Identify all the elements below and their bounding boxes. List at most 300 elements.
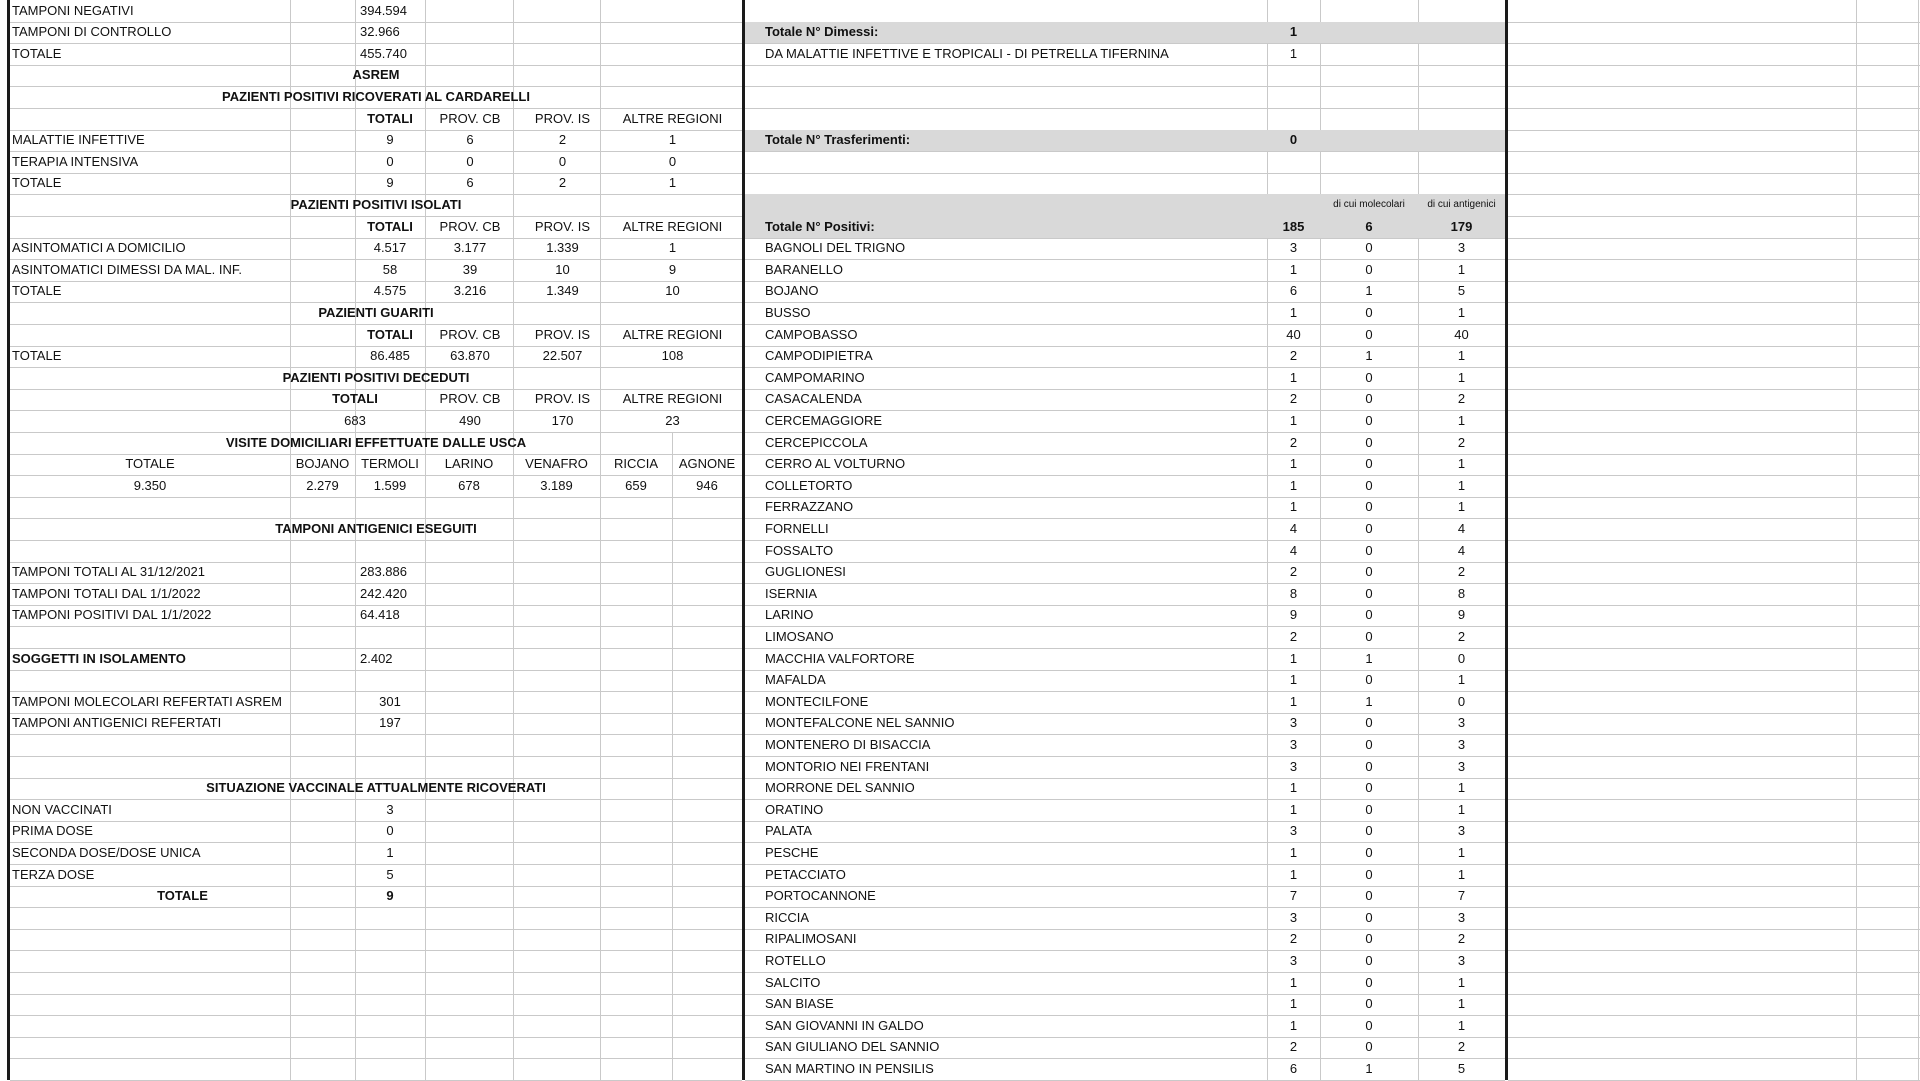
antigenici-label: TAMPONI TOTALI AL 31/12/2021 (12, 564, 205, 580)
comune-name: MONTECILFONE (765, 693, 869, 709)
comune-cell: 5 (1457, 283, 1466, 299)
row-value: 32.966 (360, 24, 400, 40)
comune-cell: 1 (1289, 974, 1298, 990)
antigenici-value: 242.420 (360, 585, 407, 601)
comune-cell: 3 (1457, 909, 1466, 925)
usca-title: VISITE DOMICILIARI EFFETTUATE DALLE USCA (225, 434, 527, 450)
comune-name: SAN MARTINO IN PENSILIS (765, 1060, 934, 1076)
comune-cell: 1 (1457, 456, 1466, 472)
col-line (513, 0, 514, 1080)
row-line (745, 86, 1505, 87)
row-line (1508, 886, 1920, 887)
row-line (1508, 108, 1920, 109)
usca-cell: 659 (625, 477, 647, 493)
comune-cell: 1 (1457, 304, 1466, 320)
comune-cell: 2 (1457, 434, 1466, 450)
comune-cell: 1 (1457, 780, 1466, 796)
comune-cell: 1 (1289, 261, 1298, 277)
ricoverati-header: ALTRE REGIONI (622, 110, 723, 126)
comune-cell: 0 (1365, 780, 1373, 796)
comune-cell: 0 (1365, 434, 1373, 450)
comune-cell: 0 (1365, 736, 1373, 752)
guariti-cell: 63.870 (450, 348, 490, 364)
comune-cell: 0 (1365, 866, 1373, 882)
comune-cell: 7 (1289, 888, 1298, 904)
isolati-cell: 10 (665, 283, 680, 299)
guariti-header: PROV. IS (534, 326, 591, 342)
comune-cell: 1 (1289, 844, 1298, 860)
usca-header: VENAFRO (525, 456, 588, 472)
row-line (1508, 950, 1920, 951)
comune-cell: 4 (1457, 542, 1466, 558)
dimessi-row-label: DA MALATTIE INFETTIVE E TROPICALI - DI PETRELLA TIFERNINA (765, 45, 1169, 61)
comune-cell: 0 (1365, 1017, 1373, 1033)
row-line (10, 972, 742, 973)
isolati-header: PROV. CB (439, 218, 501, 234)
row-line (1508, 929, 1920, 930)
comune-cell: 1 (1457, 369, 1466, 385)
isolati-title: PAZIENTI POSITIVI ISOLATI (290, 196, 462, 212)
refertati-label: TAMPONI ANTIGENICI REFERTATI (12, 715, 222, 731)
col-line (1856, 0, 1857, 1080)
comune-cell: 1 (1457, 801, 1466, 817)
guariti-header: ALTRE REGIONI (622, 326, 723, 342)
comune-name: GUGLIONESI (765, 564, 846, 580)
vaccinale-value: 3 (386, 801, 394, 817)
comune-name: MONTORIO NEI FRENTANI (765, 758, 930, 774)
ricoverati-title: PAZIENTI POSITIVI RICOVERATI AL CARDARELLI (222, 88, 530, 104)
ricoverati-cell: 6 (466, 132, 474, 148)
comune-cell: 1 (1289, 693, 1298, 709)
row-line (745, 65, 1505, 66)
comune-cell: 0 (1365, 456, 1373, 472)
row-line (1508, 346, 1920, 347)
comune-name: MONTEFALCONE NEL SANNIO (765, 715, 955, 731)
comune-cell: 1 (1289, 866, 1298, 882)
row-line (1508, 756, 1920, 757)
row-line (10, 626, 742, 627)
row-line (10, 994, 742, 995)
isolati-cell: 10 (555, 261, 570, 277)
comune-name: ISERNIA (765, 585, 818, 601)
row-line (1508, 194, 1920, 195)
comune-cell: 1 (1457, 866, 1466, 882)
comune-name: PALATA (765, 823, 812, 839)
row-line (10, 756, 742, 757)
usca-cell: 9.350 (133, 477, 167, 493)
comune-cell: 1 (1457, 974, 1466, 990)
comune-cell: 4 (1289, 542, 1298, 558)
row-value: 394.594 (360, 2, 407, 18)
comune-cell: 0 (1365, 952, 1373, 968)
isolati-cell: 3.177 (453, 240, 487, 256)
comune-cell: 3 (1457, 715, 1466, 731)
row-line (10, 734, 742, 735)
refertati-label: TAMPONI MOLECOLARI REFERTATI ASREM (12, 693, 282, 709)
comune-name: CERCEMAGGIORE (765, 412, 883, 428)
row-line (10, 929, 742, 930)
comune-cell: 1 (1457, 348, 1466, 364)
comune-cell: 1 (1365, 348, 1373, 364)
col-line (1918, 0, 1919, 1080)
vaccinale-label: NON VACCINATI (12, 801, 112, 817)
deceduti-header: PROV. CB (439, 391, 501, 407)
comune-cell: 40 (1454, 326, 1469, 342)
comune-cell: 3 (1289, 715, 1298, 731)
ricoverati-cell: 0 (386, 153, 394, 169)
comune-cell: 1 (1457, 412, 1466, 428)
comune-cell: 0 (1365, 996, 1373, 1012)
row-line (1508, 821, 1920, 822)
ricoverati-cell: 2 (558, 132, 567, 148)
usca-header: LARINO (444, 456, 494, 472)
antigenici-title: TAMPONI ANTIGENICI ESEGUITI (275, 520, 477, 536)
guariti-cell: 86.485 (370, 348, 410, 364)
comune-name: BARANELLO (765, 261, 844, 277)
row-line (10, 1015, 742, 1016)
row-line (10, 497, 742, 498)
comune-cell: 0 (1365, 672, 1373, 688)
comune-cell: 1 (1289, 650, 1298, 666)
section-title: ASREM (352, 67, 400, 83)
comune-cell: 3 (1289, 240, 1298, 256)
guariti-header: PROV. CB (439, 326, 501, 342)
comune-cell: 1 (1289, 456, 1298, 472)
positivi-value: 179 (1450, 218, 1473, 234)
comune-name: RIPALIMOSANI (765, 931, 857, 947)
row-line (1508, 778, 1920, 779)
isolati-header: TOTALI (367, 218, 413, 234)
ricoverati-header: PROV. IS (534, 110, 591, 126)
comune-cell: 8 (1289, 585, 1298, 601)
comune-cell: 1 (1457, 1017, 1466, 1033)
positivi-label: Totale N° Positivi: (765, 218, 875, 234)
row-line (1508, 626, 1920, 627)
comune-cell: 0 (1457, 693, 1466, 709)
row-line (1508, 994, 1920, 995)
comune-cell: 1 (1289, 304, 1298, 320)
isolati-cell: 4.575 (373, 283, 407, 299)
usca-header: AGNONE (678, 456, 736, 472)
comune-cell: 1 (1365, 1060, 1373, 1076)
comune-cell: 0 (1365, 499, 1373, 515)
usca-header: RICCIA (613, 456, 659, 472)
comune-cell: 2 (1289, 434, 1298, 450)
comune-name: BAGNOLI DEL TRIGNO (765, 240, 906, 256)
isolati-header: PROV. IS (534, 218, 591, 234)
antigenici-value: 64.418 (360, 607, 400, 623)
ricoverati-cell: 9 (386, 132, 394, 148)
comune-cell: 5 (1457, 1060, 1466, 1076)
deceduti-title: PAZIENTI POSITIVI DECEDUTI (282, 369, 470, 385)
comune-name: SAN BIASE (765, 996, 834, 1012)
comune-cell: 1 (1365, 693, 1373, 709)
comune-cell: 7 (1457, 888, 1466, 904)
comune-cell: 9 (1457, 607, 1466, 623)
comune-cell: 2 (1289, 391, 1298, 407)
dimessi-row-value: 1 (1289, 45, 1298, 61)
row-line (1508, 43, 1920, 44)
deceduti-cell: 490 (459, 412, 481, 428)
row-line (1508, 864, 1920, 865)
comune-cell: 4 (1457, 520, 1466, 536)
row-line (1508, 324, 1920, 325)
comune-cell: 0 (1365, 391, 1373, 407)
isolati-header: ALTRE REGIONI (622, 218, 723, 234)
row-line (1508, 65, 1920, 66)
comune-name: PETACCIATO (765, 866, 846, 882)
row-line (1508, 842, 1920, 843)
row-line (1508, 540, 1920, 541)
usca-header: BOJANO (295, 456, 350, 472)
row-line (1508, 648, 1920, 649)
comune-cell: 0 (1365, 304, 1373, 320)
row-label: TAMPONI DI CONTROLLO (12, 24, 172, 40)
comune-cell: 1 (1289, 996, 1298, 1012)
deceduti-header: TOTALI (332, 391, 378, 407)
comune-cell: 1 (1289, 369, 1298, 385)
row-line (1508, 475, 1920, 476)
row-line (1508, 454, 1920, 455)
refertati-value: 197 (379, 715, 401, 731)
comune-name: SALCITO (765, 974, 821, 990)
comune-name: BOJANO (765, 283, 819, 299)
row-line (1508, 410, 1920, 411)
comune-cell: 2 (1289, 564, 1298, 580)
sub-header: di cui antigenici (1427, 198, 1496, 210)
comune-cell: 1 (1289, 801, 1298, 817)
comune-name: RICCIA (765, 909, 810, 925)
comune-cell: 0 (1365, 542, 1373, 558)
isolati-cell: 1.339 (546, 240, 579, 256)
vaccinale-label: TERZA DOSE (12, 866, 95, 882)
guariti-header: TOTALI (367, 326, 413, 342)
guariti-cell: 22.507 (542, 348, 583, 364)
row-line (1508, 1037, 1920, 1038)
ricoverati-cell: 1 (668, 132, 677, 148)
comune-cell: 0 (1365, 931, 1373, 947)
comune-cell: 3 (1289, 909, 1298, 925)
isolamento-label: SOGGETTI IN ISOLAMENTO (12, 650, 186, 666)
guariti-row-label: TOTALE (12, 348, 62, 364)
comune-name: FORNELLI (765, 520, 829, 536)
usca-cell: 678 (458, 477, 480, 493)
vaccinale-value: 1 (386, 844, 394, 860)
deceduti-cell: 683 (344, 412, 366, 428)
col-line (355, 0, 356, 1080)
comune-name: SAN GIULIANO DEL SANNIO (765, 1039, 940, 1055)
comune-cell: 0 (1365, 326, 1373, 342)
comune-cell: 1 (1365, 283, 1373, 299)
comune-cell: 4 (1289, 520, 1298, 536)
comune-cell: 0 (1457, 650, 1466, 666)
row-line (1508, 151, 1920, 152)
comune-cell: 0 (1365, 607, 1373, 623)
vaccinale-title: SITUAZIONE VACCINALE ATTUALMENTE RICOVERATI (206, 780, 546, 796)
isolati-cell: 3.216 (453, 283, 487, 299)
row-line (1508, 259, 1920, 260)
comune-cell: 0 (1365, 823, 1373, 839)
usca-header: TERMOLI (361, 456, 419, 472)
deceduti-header: ALTRE REGIONI (622, 391, 723, 407)
dimessi-value: 1 (1289, 24, 1298, 40)
usca-cell: 2.279 (306, 477, 339, 493)
row-line (1508, 670, 1920, 671)
sub-header: di cui molecolari (1333, 198, 1405, 210)
vaccinale-value: 5 (386, 866, 394, 882)
comune-name: FOSSALTO (765, 542, 834, 558)
comune-cell: 1 (1457, 996, 1466, 1012)
comune-cell: 0 (1365, 564, 1373, 580)
comune-cell: 0 (1365, 261, 1373, 277)
comune-cell: 3 (1289, 736, 1298, 752)
comune-name: CAMPODIPIETRA (765, 348, 873, 364)
isolati-cell: 39 (462, 261, 478, 277)
comune-name: CASACALENDA (765, 391, 862, 407)
row-line (1508, 1058, 1920, 1059)
comune-cell: 3 (1289, 823, 1298, 839)
comune-cell: 0 (1365, 888, 1373, 904)
col-line (290, 108, 291, 1080)
usca-cell: 1.599 (373, 477, 407, 493)
row-line (1508, 518, 1920, 519)
comune-cell: 2 (1457, 628, 1466, 644)
comune-name: MONTENERO DI BISACCIA (765, 736, 931, 752)
comune-name: ORATINO (765, 801, 824, 817)
positivi-value: 185 (1282, 218, 1305, 234)
row-line (1508, 497, 1920, 498)
comune-cell: 0 (1365, 909, 1373, 925)
deceduti-header: PROV. IS (534, 391, 591, 407)
isolati-cell: 1 (668, 240, 677, 256)
row-line (1508, 562, 1920, 563)
row-line (1508, 713, 1920, 714)
vaccinale-label: PRIMA DOSE (12, 823, 93, 839)
ricoverati-cell: 0 (668, 153, 677, 169)
comune-cell: 6 (1289, 283, 1298, 299)
comune-cell: 3 (1457, 758, 1466, 774)
ricoverati-header: TOTALI (367, 110, 413, 126)
isolati-row-label: ASINTOMATICI DIMESSI DA MAL. INF. (12, 261, 242, 277)
vaccinale-value: 0 (386, 823, 394, 839)
row-line (1508, 734, 1920, 735)
row-line (1508, 605, 1920, 606)
comune-cell: 1 (1289, 499, 1298, 515)
row-line (1508, 389, 1920, 390)
ricoverati-cell: 0 (466, 153, 474, 169)
comune-cell: 0 (1365, 585, 1373, 601)
antigenici-label: TAMPONI TOTALI DAL 1/1/2022 (12, 585, 201, 601)
row-value: 455.740 (360, 45, 407, 61)
usca-header: TOTALE (125, 456, 175, 472)
ricoverati-cell: 0 (558, 153, 567, 169)
comune-cell: 1 (1457, 261, 1466, 277)
ricoverati-row-label: MALATTIE INFETTIVE (12, 132, 145, 148)
comune-cell: 3 (1289, 758, 1298, 774)
ricoverati-cell: 1 (668, 175, 677, 191)
comune-name: SAN GIOVANNI IN GALDO (765, 1017, 924, 1033)
comune-name: CAMPOBASSO (765, 326, 858, 342)
comune-cell: 40 (1286, 326, 1301, 342)
comune-cell: 0 (1365, 844, 1373, 860)
comune-cell: 1 (1289, 672, 1298, 688)
comune-name: LARINO (765, 607, 814, 623)
row-line (1508, 22, 1920, 23)
row-line (1508, 173, 1920, 174)
vaccinale-label: SECONDA DOSE/DOSE UNICA (12, 844, 201, 860)
comune-name: MAFALDA (765, 672, 826, 688)
deceduti-cell: 170 (551, 412, 574, 428)
dimessi-label: Totale N° Dimessi: (765, 24, 879, 40)
comune-cell: 1 (1457, 499, 1466, 515)
row-line (1508, 1015, 1920, 1016)
comune-name: MACCHIA VALFORTORE (765, 650, 915, 666)
row-line (10, 540, 742, 541)
isolamento-value: 2.402 (360, 650, 393, 666)
comune-name: FERRAZZANO (765, 499, 854, 515)
comune-cell: 8 (1457, 585, 1466, 601)
comune-cell: 1 (1457, 477, 1466, 493)
comune-cell: 1 (1289, 477, 1298, 493)
comune-cell: 0 (1365, 628, 1373, 644)
isolati-row-label: TOTALE (12, 283, 62, 299)
comune-cell: 3 (1457, 736, 1466, 752)
row-line (10, 670, 742, 671)
comune-cell: 1 (1457, 844, 1466, 860)
row-line (1508, 432, 1920, 433)
ricoverati-header: PROV. CB (439, 110, 501, 126)
antigenici-label: TAMPONI POSITIVI DAL 1/1/2022 (12, 607, 212, 623)
row-line (10, 1058, 742, 1059)
trasferimenti-label: Totale N° Trasferimenti: (765, 132, 911, 148)
comune-cell: 9 (1289, 607, 1298, 623)
comune-name: ROTELLO (765, 952, 826, 968)
comune-cell: 2 (1457, 391, 1466, 407)
refertati-value: 301 (379, 693, 401, 709)
ricoverati-row-label: TERAPIA INTENSIVA (12, 153, 139, 169)
row-line (1508, 691, 1920, 692)
row-line (1508, 583, 1920, 584)
col-line (425, 0, 426, 1080)
comune-cell: 1 (1289, 412, 1298, 428)
comune-name: MORRONE DEL SANNIO (765, 780, 915, 796)
vaccinale-total-value: 9 (386, 888, 394, 904)
row-line (1508, 799, 1920, 800)
comune-name: PORTOCANNONE (765, 888, 876, 904)
row-line (1508, 907, 1920, 908)
isolati-cell: 9 (668, 261, 677, 277)
row-line (1508, 281, 1920, 282)
positivi-value: 6 (1365, 218, 1373, 234)
comune-name: CERCEPICCOLA (765, 434, 868, 450)
guariti-title: PAZIENTI GUARITI (318, 304, 434, 320)
usca-cell: 3.189 (540, 477, 573, 493)
row-line (1508, 238, 1920, 239)
row-label: TOTALE (12, 45, 62, 61)
comune-cell: 0 (1365, 369, 1373, 385)
row-line (10, 1037, 742, 1038)
comune-cell: 1 (1289, 1017, 1298, 1033)
comune-cell: 1 (1365, 650, 1373, 666)
isolati-row-label: ASINTOMATICI A DOMICILIO (12, 240, 186, 256)
isolati-cell: 4.517 (373, 240, 407, 256)
comune-name: PESCHE (765, 844, 819, 860)
row-label: TAMPONI NEGATIVI (12, 2, 134, 18)
comune-name: CERRO AL VOLTURNO (765, 456, 906, 472)
isolati-cell: 58 (382, 261, 398, 277)
comune-name: CAMPOMARINO (765, 369, 865, 385)
vaccinale-total-label: TOTALE (157, 888, 208, 904)
